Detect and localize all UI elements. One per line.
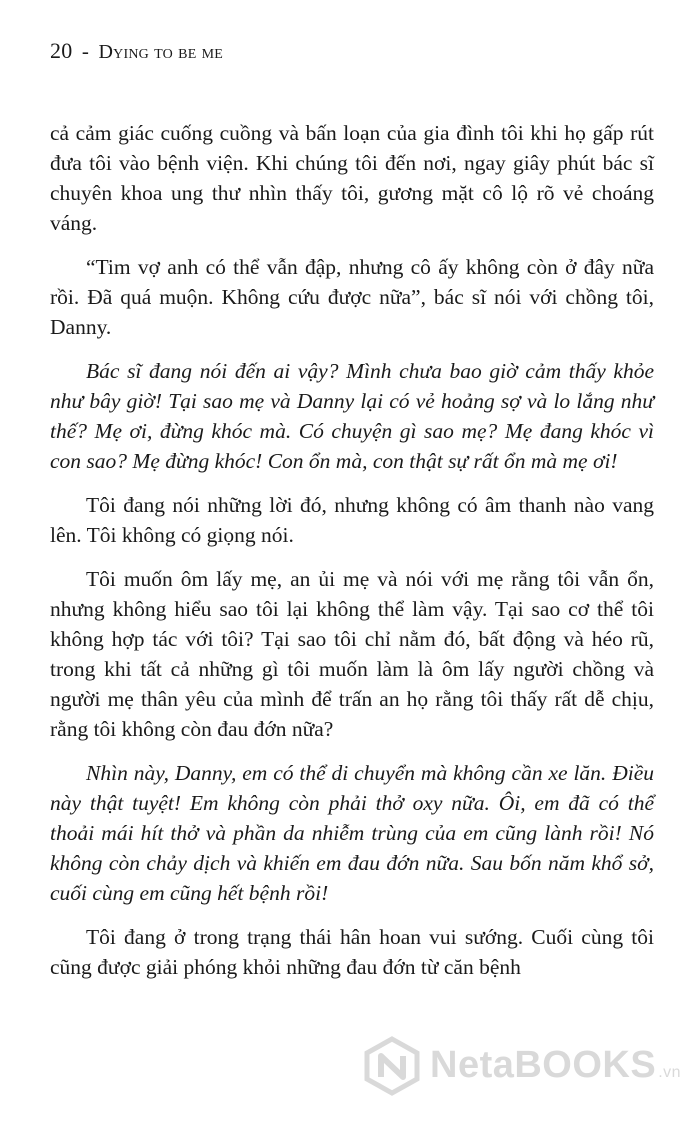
paragraph: Tôi đang ở trong trạng thái hân hoan vui sướng. Cuối cùng tôi cũng được giải phóng khỏi những đau đớn từ căn bệnh bbox=[50, 925, 654, 979]
paragraph: Tôi đang nói những lời đó, nhưng không có âm thanh nào vang lên. Tôi không có giọng nói. bbox=[50, 493, 654, 547]
netabooks-logo-icon bbox=[362, 1036, 422, 1096]
watermark-suffix: .vn bbox=[658, 1064, 682, 1081]
header-separator: - bbox=[81, 39, 90, 63]
paragraph: cả cảm giác cuống cuồng và bấn loạn của gia đình tôi khi họ gấp rút đưa tôi vào bệnh viện. Khi chúng tôi đến nơi, ngay giây phút bác sĩ chuyên khoa ung thư nhìn thấy tôi, gương mặt cô lộ rõ vẻ choáng váng. bbox=[50, 121, 654, 235]
running-header bbox=[50, 38, 223, 64]
watermark bbox=[362, 1036, 682, 1098]
paragraph: Tôi muốn ôm lấy mẹ, an ủi mẹ và nói với mẹ rằng tôi vẫn ổn, nhưng không hiểu sao tôi lại không thể làm vậy. Tại sao cơ thể tôi không hợp tác với tôi? Tại sao tôi chỉ nằm đó, bất động và héo rũ, trong khi tất cả những gì tôi muốn làm là ôm lấy người chồng và người mẹ thân yêu của mình để trấn an họ rằng tôi thấy rất dễ chịu, rằng tôi không còn đau đớn nữa? bbox=[50, 567, 654, 741]
page-number: 20 bbox=[50, 38, 73, 63]
body-text bbox=[50, 118, 654, 996]
paragraph-italic: Nhìn này, Danny, em có thể di chuyển mà không cần xe lăn. Điều này thật tuyệt! Em không còn phải thở oxy nữa. Ôi, em đã có thể thoải mái hít thở và phần da nhiễm trùng của em cũng lành rồi! Nó không còn chảy dịch và khiến em đau đớn nữa. Sau bốn năm khổ sở, cuối cùng em cũng hết bệnh rồi! bbox=[50, 761, 654, 905]
paragraph-italic: Bác sĩ đang nói đến ai vậy? Mình chưa bao giờ cảm thấy khỏe như bây giờ! Tại sao mẹ và Danny lại có vẻ hoảng sợ và lo lắng như thế? Mẹ ơi, đừng khóc mà. Có chuyện gì sao mẹ? Mẹ đang khóc vì con sao? Mẹ đừng khóc! Con ổn mà, con thật sự rất ổn mà mẹ ơi! bbox=[50, 359, 654, 473]
book-title: Dying to be me bbox=[98, 41, 224, 63]
paragraph: “Tim vợ anh có thể vẫn đập, nhưng cô ấy không còn ở đây nữa rồi. Đã quá muộn. Không cứu được nữa”, bác sĩ nói với chồng tôi, Danny. bbox=[50, 255, 654, 339]
watermark-text: NetaBOOKS .vn bbox=[430, 1044, 682, 1086]
